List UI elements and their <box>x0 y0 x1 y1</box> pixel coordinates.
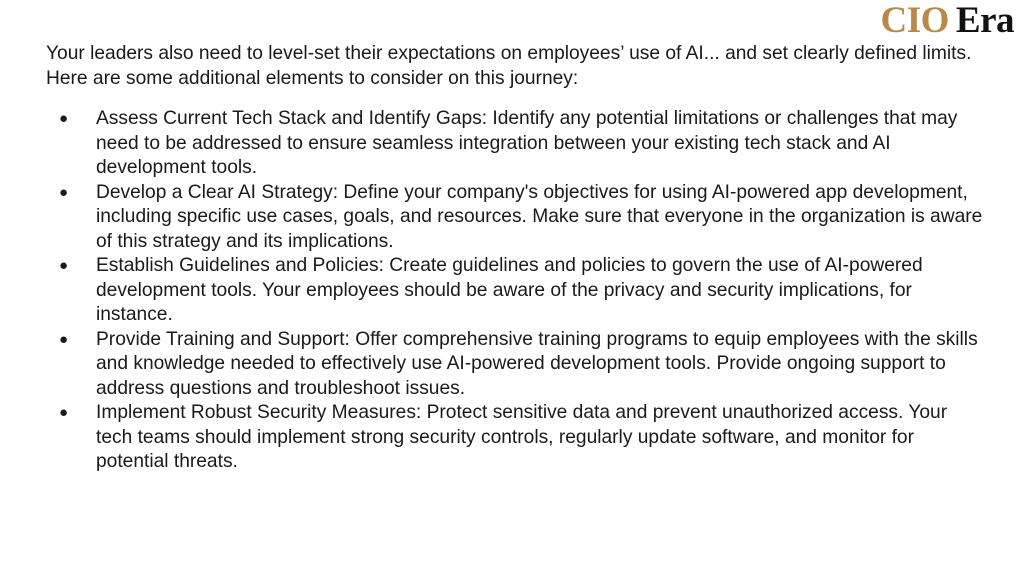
bullet-item-security <box>46 401 986 475</box>
intro-paragraph: Your leaders also need to level-set their expectations on employees’ use of AI... and set clearly defined limits. Here are some additional elements to consider on this journey: <box>46 43 972 89</box>
bullet-item-ai-strategy <box>46 181 986 255</box>
bullet-text: Provide Training and Support: Offer comprehensive training programs to equip employees with the skills and knowledge needed to effectively use AI-powered development tools. Provide ongoing support to address questions and troubleshoot issues. <box>96 328 978 399</box>
bullet-text: Establish Guidelines and Policies: Create guidelines and policies to govern the use of AI-powered development tools. Your employees should be aware of the privacy and security implications, for instance. <box>96 255 923 325</box>
bullet-icon: ● <box>59 257 69 274</box>
brand-logo <box>880 1 1014 41</box>
bullet-item-guidelines <box>46 254 986 328</box>
bullet-item-training <box>46 328 986 402</box>
bullet-item-tech-stack <box>46 107 986 181</box>
bullet-text: Implement Robust Security Measures: Protect sensitive data and prevent unauthorized access. Your tech teams should implement strong security controls, regularly update software, and monitor for potential threats. <box>96 402 948 472</box>
bullet-text: Develop a Clear AI Strategy: Define your company's objectives for using AI-powered app development, including specific use cases, goals, and resources. Make sure that everyone in the organization is aware of this strategy and its implications. <box>96 181 983 252</box>
brand-logo-era: Era <box>955 0 1014 41</box>
bullet-icon: ● <box>59 404 69 421</box>
bullet-text: Assess Current Tech Stack and Identify Gaps: Identify any potential limitations or challenges that may need to be addressed to ensure seamless integration between your existing tech stack and AI development tools. <box>96 108 958 178</box>
bullet-list <box>46 107 986 475</box>
brand-logo-cio: CIO <box>880 0 949 41</box>
bullet-icon: ● <box>59 330 69 348</box>
bullet-icon: ● <box>59 183 69 201</box>
bullet-icon: ● <box>59 110 69 127</box>
